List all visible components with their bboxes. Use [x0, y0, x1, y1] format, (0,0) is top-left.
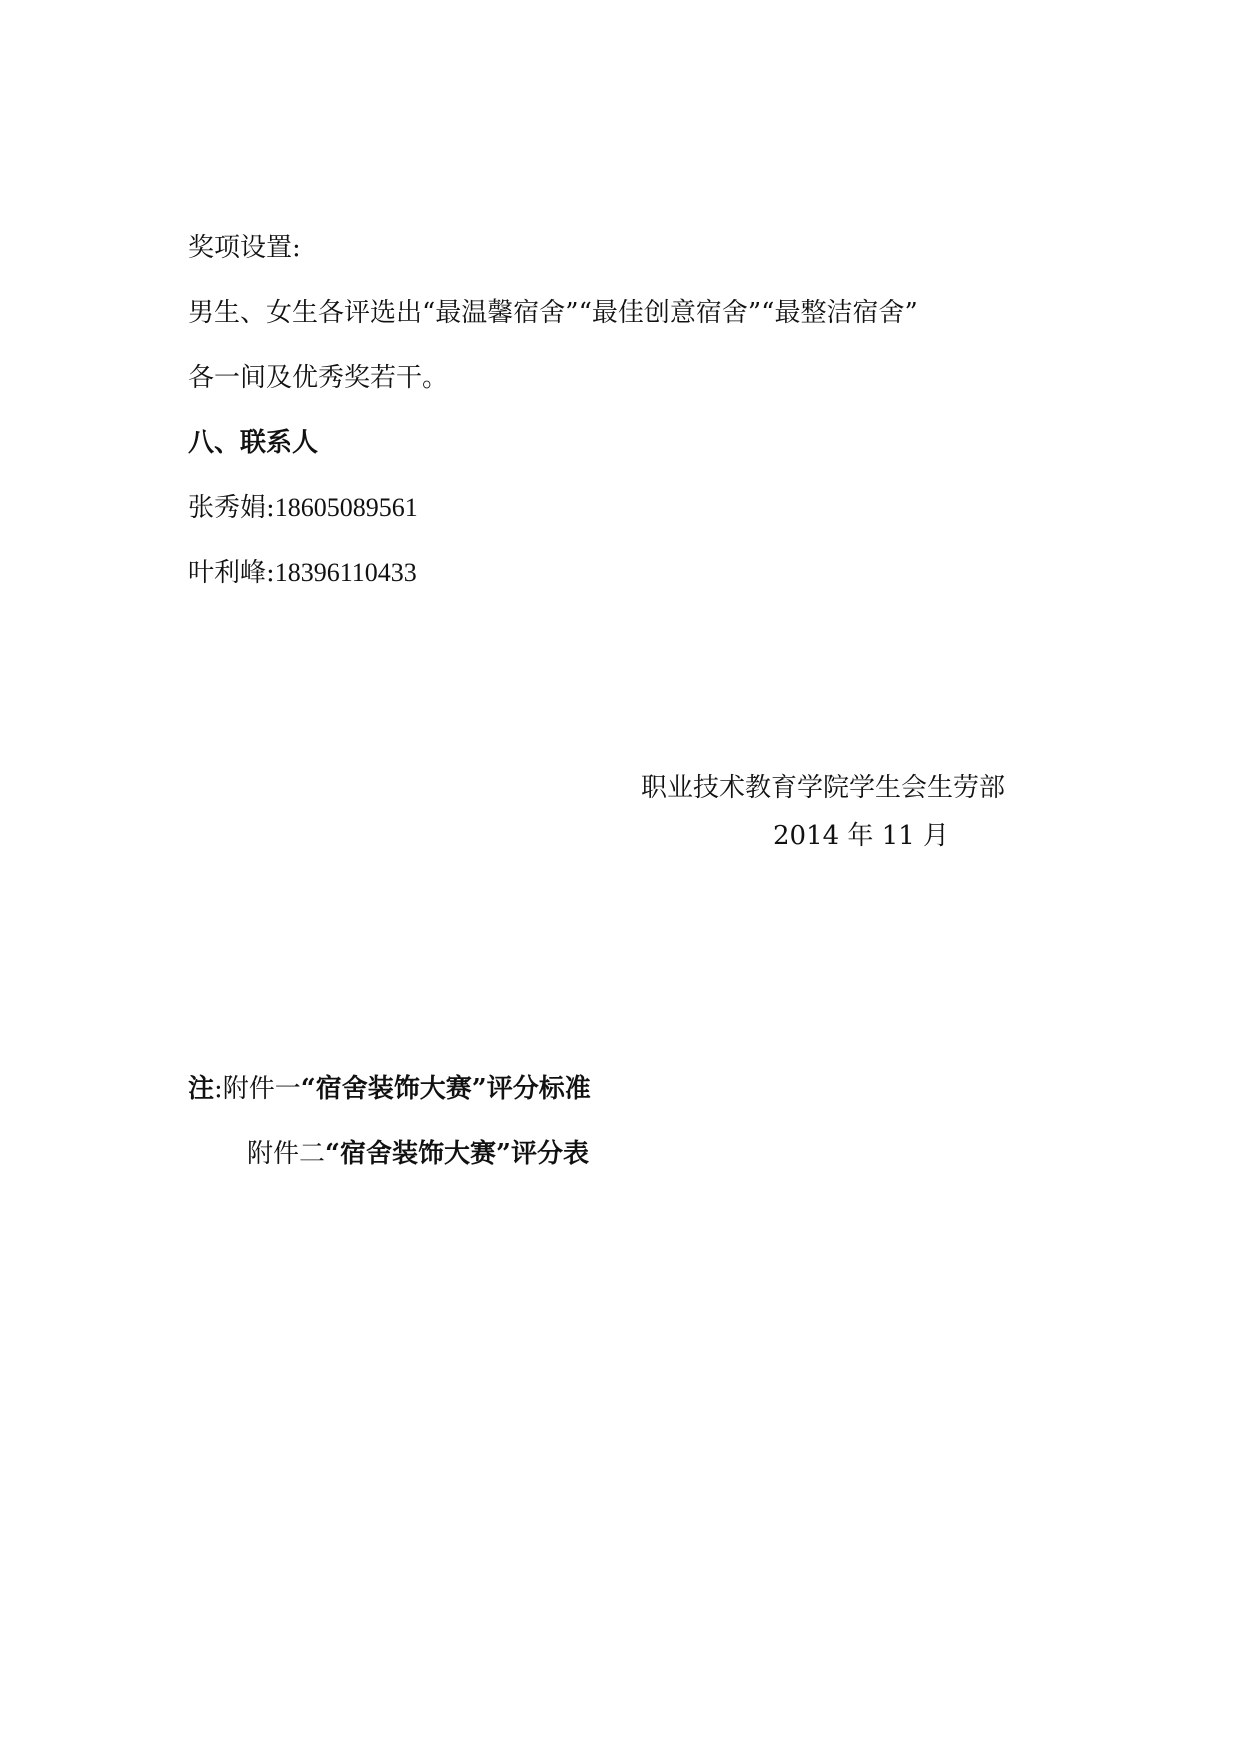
contact-name: 叶利峰: — [188, 558, 275, 588]
attachment-2-suffix: 评分表 — [510, 1139, 589, 1169]
awards-description: 男生、女生各评选出“最温馨宿舍”“最佳创意宿舍”“最整洁宿舍” — [188, 298, 918, 328]
contacts-heading: 八、联系人 — [188, 428, 319, 458]
contact-phone: 18605089561 — [274, 493, 418, 522]
note-label: 注 — [188, 1074, 215, 1104]
attachment-1-title: “宿舍装饰大赛” — [300, 1074, 487, 1104]
attachment-2-prefix: 附件二 — [247, 1139, 326, 1169]
contact-item — [188, 492, 418, 524]
signature-organization: 职业技术教育学院学生会生劳部 — [641, 773, 1006, 803]
note-attachment-1 — [188, 1073, 591, 1105]
attachment-1-prefix: 附件一 — [222, 1074, 301, 1104]
attachment-1-suffix: 评分标准 — [486, 1074, 591, 1104]
note-attachment-2 — [247, 1138, 589, 1170]
contact-phone: 18396110433 — [274, 558, 417, 587]
signature-date: 2014 年 11 月 — [773, 821, 950, 851]
contact-name: 张秀娟: — [188, 493, 275, 523]
awards-heading: 奖项设置: — [188, 233, 301, 263]
attachment-2-title: “宿舍装饰大赛” — [325, 1139, 511, 1169]
note-colon: : — [214, 1074, 223, 1104]
awards-description-continued: 各一间及优秀奖若干。 — [188, 363, 449, 393]
contact-item — [188, 557, 417, 589]
